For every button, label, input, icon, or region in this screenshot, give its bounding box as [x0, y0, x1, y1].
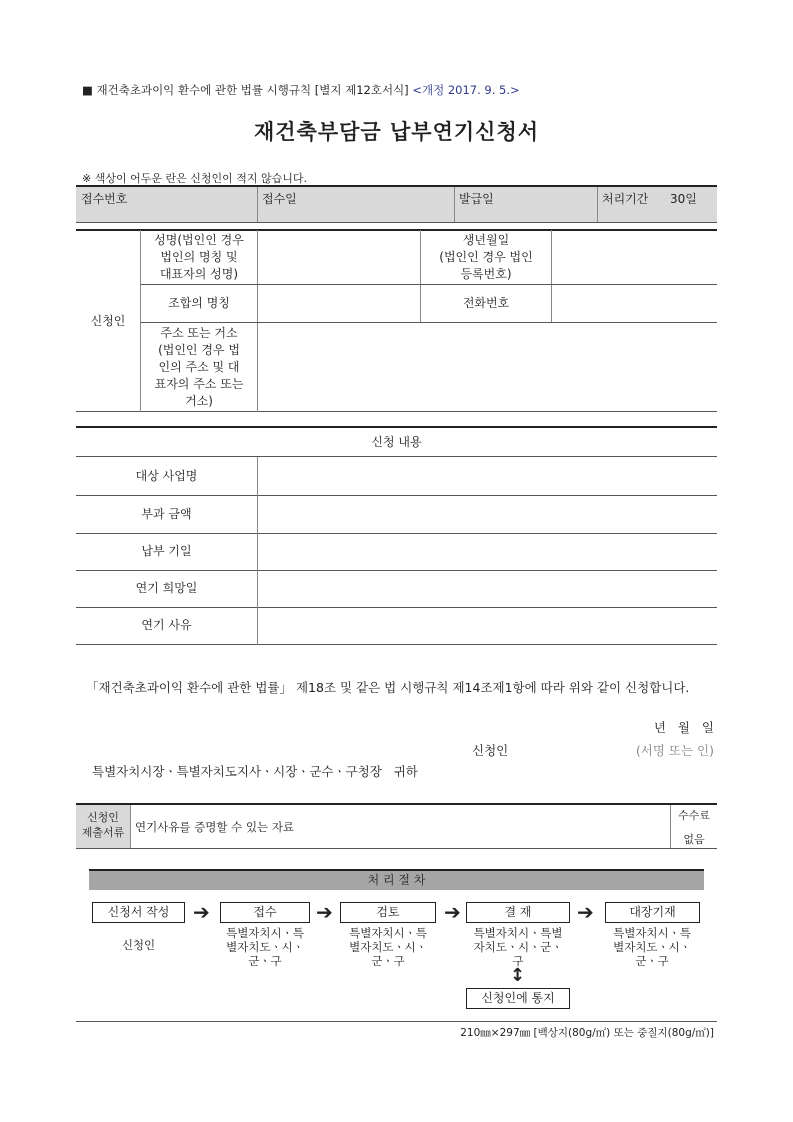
receipt-number-field[interactable]: 접수번호 [81, 192, 128, 206]
arrow-up-down-icon: ↕ [510, 965, 526, 986]
arrow-right-icon: ➔ [444, 900, 461, 924]
birthdate-label: 생년월일 (법인인 경우 법인 등록번호) [439, 233, 533, 281]
step-review-actor: 특별자치시ㆍ특 별자치도ㆍ시ㆍ 군ㆍ구 [349, 926, 427, 968]
submission-label: 신청인 제출서류 [81, 811, 125, 839]
step-receipt-box: 접수 [220, 902, 310, 923]
processing-period-label: 처리기간 [602, 192, 649, 206]
name-input[interactable] [258, 231, 420, 283]
step-approval-actor: 특별자치시ㆍ특별 자치도ㆍ시ㆍ군ㆍ 구 [473, 926, 563, 968]
shading-note: ※ 색상이 어두운 란은 신청인이 적지 않습니다. [82, 172, 307, 185]
arrow-right-icon: ➔ [577, 900, 594, 924]
step-application-box: 신청서 작성 [92, 902, 185, 923]
required-document: 연기사유를 증명할 수 있는 자료 [135, 820, 295, 834]
name-label: 성명(법인인 경우 법인의 명칭 및 대표자의 성명) [154, 233, 244, 281]
divider [454, 187, 455, 222]
procedure-heading: 처 리 절 차 [367, 873, 426, 887]
content-heading: 신청 내용 [371, 435, 422, 449]
due-date-input[interactable] [258, 534, 717, 569]
project-name-input[interactable] [258, 457, 717, 494]
step-receipt-actor: 특별자치시ㆍ특 별자치도ㆍ시ㆍ 군ㆍ구 [226, 926, 304, 968]
receipt-date-field[interactable]: 접수일 [262, 192, 297, 206]
step-review-box: 검토 [340, 902, 436, 923]
content-top-line [76, 426, 717, 428]
paper-spec: 210㎜×297㎜ [백상지(80g/㎡) 또는 중질지(80g/㎡)] [460, 1027, 714, 1039]
step-application-actor: 신청인 [121, 938, 156, 952]
levy-amount-label: 부과 금액 [141, 507, 192, 521]
fee-value: 없음 [683, 833, 705, 846]
footer-line [76, 1021, 717, 1022]
signature-field[interactable]: (서명 또는 인) [635, 743, 714, 758]
birthdate-input[interactable] [552, 231, 717, 283]
page-title: 재건축부담금 납부연기신청서 [253, 120, 540, 144]
divider [130, 805, 131, 848]
reason-label: 연기 사유 [141, 618, 192, 632]
recipient-line: 특별자치시장ㆍ특별자치도지사ㆍ시장ㆍ군수ㆍ구청장 귀하 [92, 764, 418, 779]
step-approval-box: 결 재 [466, 902, 570, 923]
union-name-label: 조합의 명칭 [168, 296, 230, 310]
address-input[interactable] [258, 323, 717, 411]
form-reference [82, 82, 520, 98]
step-ledger-box: 대장기재 [605, 902, 700, 923]
divider [257, 187, 258, 222]
issue-date-field[interactable]: 발급일 [459, 192, 494, 206]
desired-date-label: 연기 희망일 [135, 581, 198, 595]
processing-period-value: 30일 [670, 192, 697, 206]
fee-label: 수수료 [678, 809, 710, 822]
application-statement: 「재건축초과이익 환수에 관한 법률」 제18조 및 같은 법 시행규칙 제14조제1항에 따라 위와 같이 신청합니다. [86, 680, 690, 695]
project-name-label: 대상 사업명 [135, 469, 198, 483]
applicant-bottom-line [76, 411, 717, 412]
union-name-input[interactable] [258, 285, 420, 321]
reason-input[interactable] [258, 608, 717, 644]
phone-input[interactable] [552, 285, 717, 321]
address-label: 주소 또는 거소 (법인인 경우 법 인의 주소 및 대 표자의 주소 또는 거소) [154, 326, 244, 408]
applicant-label: 신청인 [90, 314, 126, 328]
due-date-label: 납부 기일 [141, 544, 192, 558]
levy-amount-input[interactable] [258, 496, 717, 532]
divider [597, 187, 598, 222]
date-line[interactable]: 년 월 일 [653, 720, 714, 735]
signer-label: 신청인 [472, 743, 509, 758]
content-bottom-line [76, 644, 717, 645]
phone-label: 전화번호 [462, 296, 510, 310]
desired-date-input[interactable] [258, 571, 717, 606]
step-ledger-actor: 특별자치시ㆍ특 별자치도ㆍ시ㆍ 군ㆍ구 [613, 926, 691, 968]
arrow-right-icon: ➔ [316, 900, 333, 924]
revision-note: <개정 2017. 9. 5.> [412, 83, 520, 97]
arrow-right-icon: ➔ [193, 900, 210, 924]
form-reference-text: ■ 재건축초과이익 환수에 관한 법률 시행규칙 [별지 제12호서식] [82, 83, 409, 97]
notify-applicant-box: 신청인에 통지 [466, 988, 570, 1009]
